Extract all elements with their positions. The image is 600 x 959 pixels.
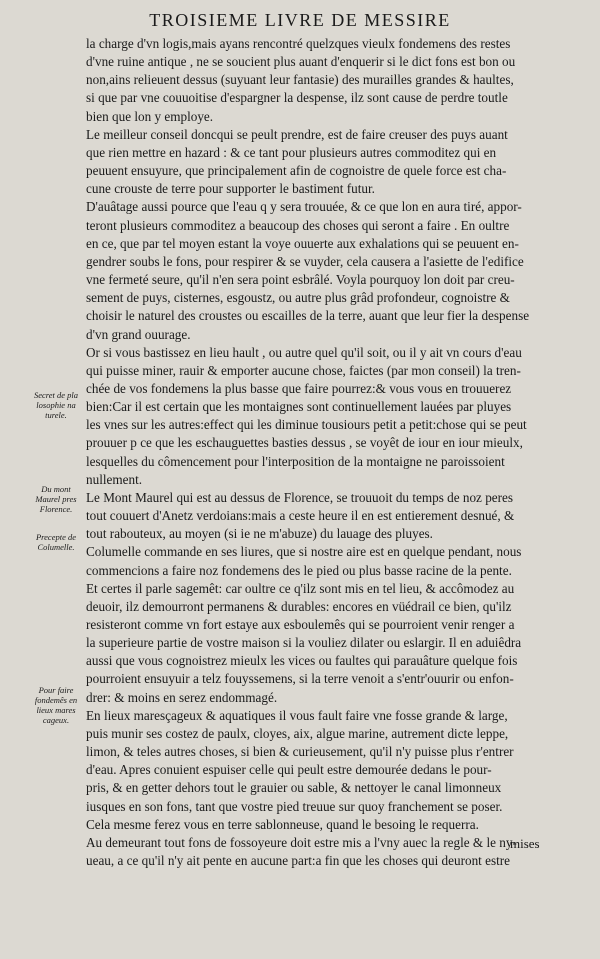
text-line: d'vn grand ouurage. (86, 326, 191, 342)
text-line: En lieux maresçageux & aquatiques il vous fault faire vne fosse grande & large, (86, 707, 508, 723)
text-line: D'auâtage aussi pource que l'eau q y sera trouuée, & ce que lon en aura tiré, appor- (86, 199, 522, 215)
text-line: drer: & moins en serez endommagé. (86, 689, 278, 705)
paragraph (86, 198, 548, 343)
text-line: la superieure partie de vostre maison si la vouliez dilater ou eslargir. Il en aduiêdra (86, 635, 522, 651)
margin-note-columelle: Precepte de Columelle. (35, 532, 77, 552)
margin-note-mont-maurel: Du mont Maurel pres Florence. (35, 484, 77, 514)
text-line: nullement. (86, 471, 143, 487)
text-line: puis munir ses costez de paulx, cloyes, aix, algue marine, autrement dicte leppe, (86, 725, 509, 741)
paragraph (86, 834, 548, 870)
text-line: d'eau. Apres conuient espuiser celle qui peult estre demourée dedans le pour- (86, 762, 492, 778)
text-line: la charge d'vn logis,mais ayans rencontré quelzques vieulx fondemens des restes (86, 36, 511, 51)
text-line: iusques en son fons, tant que vostre pied treuue sur quoy franchement se poser. (86, 798, 503, 814)
text-line: commencions a faire noz fondemens des le pied ou plus basse racine de la pente. (86, 562, 512, 578)
text-line: deuoir, ilz demourront permanens & durables: encores en vüédrail ce bien, qu'ilz (86, 598, 512, 614)
text-line: peuuent ensuyure, que principalement afin de cognoistre de quele force est cha- (86, 163, 507, 179)
text-line: sement de puys, cisternes, esgoustz, ou autre plus grâd profondeur, cognoistre & (86, 290, 510, 306)
paragraph (86, 707, 548, 834)
text-line: pourroient ensuyuir a telz fouyssemens, si la terre venoit a s'entr'ouurir ou enfon- (86, 671, 514, 687)
text-line: tout rabouteux, au moyen (si ie ne m'abuze) du lauage des pluyes. (86, 526, 433, 542)
text-line: d'vne ruine antique , ne se soucient plus auant d'enquerir si le dict fons est bon ou (86, 54, 516, 70)
text-line: Le Mont Maurel qui est au dessus de Florence, se trouuoit du temps de noz peres (86, 489, 514, 505)
text-line: les vnes sur les autres:effect qui les diminue tousiours petit a petit:chose qui se peut (86, 417, 527, 433)
text-line: gendrer soubs le fons, pour respirer & se vuyder, cela causera a l'asiette de l'edifice (86, 253, 524, 269)
margin-note-secret: Secret de pla losophie na turele. (33, 390, 79, 420)
text-line: lesquelles du cômencement pour l'interposition de la montaigne ne paroissoient (86, 453, 505, 469)
text-line: Or si vous bastissez en lieu hault , ou autre quel qu'il soit, ou il y ait vn cours d'eau (86, 344, 522, 360)
text-line: tout couuert d'Anetz verdoians:mais a ceste heure il en est entierement desnué, & (86, 508, 515, 524)
text-line: Au demeurant tout fons de fossoyeure doit estre mis a l'vny auec la regle & le ny- (86, 834, 517, 850)
text-line: choisir le naturel des croustes ou escailles de la terre, auant que leur fier la despense (86, 308, 530, 324)
paragraph (86, 543, 548, 706)
text-line: aussi que vous cognoistrez mieulx les vices ou faultes qui parauâture quelque fois (86, 653, 518, 669)
main-text (86, 35, 548, 870)
text-line: teront plusieurs commoditez a beaucoup des choses qui seront a faire . En oultre (86, 217, 510, 233)
text-line: prouuer p ce que les eschauguettes basties dessus , se voyêt de iour en iour mieulx, (86, 435, 523, 451)
text-line: si que par vne couuoitise d'espargner la despense, ilz sont cause de perdre toutle (86, 90, 508, 106)
paragraph (86, 489, 548, 543)
text-line: Cela mesme ferez vous en terre sablonneuse, quand le besoing le requerra. (86, 816, 479, 832)
running-header: TROISIEME LIVRE DE MESSIRE (149, 10, 451, 30)
text-line: Columelle commande en ses liures, que si nostre aire est en quelque pendant, nous (86, 544, 522, 560)
paragraph (86, 35, 548, 126)
text-line: non,ains relieuent dessus (suyuant leur fantasie) des murailles grandes & haultes, (86, 72, 514, 88)
text-line: Et certes il parle sagemêt: car oultre ce q'ilz sont mis en tel lieu, & accômodez au (86, 580, 515, 596)
margin-note-lieux-marescageux: Pour faire fondemês en lieux mares cageux. (34, 685, 78, 725)
text-line: bien que lon y employe. (86, 108, 214, 124)
catchword: mises (510, 836, 540, 851)
text-line: que rien mettre en hazard : & ce tant pour plusieurs autres commoditez qui en (86, 144, 497, 160)
text-line: ueau, a ce qu'il n'y ait pente en aucune part:a fin que les choses qui deuront estre (86, 853, 511, 869)
text-line: pris, & en getter dehors tout le grauier ou sable, & nettoyer le canal limonneux (86, 780, 502, 796)
paragraph (86, 126, 548, 199)
text-line: cune crouste de terre pour supporter le bastiment futur. (86, 181, 375, 197)
text-line: Le meilleur conseil doncqui se peult prendre, est de faire creuser des puys auant (86, 126, 508, 142)
text-line: vne fermeté seure, qu'il n'en sera point esbrâlé. Voyla pourquoy lon doit par creu- (86, 272, 515, 288)
text-line: en ce, que par tel moyen estant la voye ouuerte aux exhalations qui se peuuent en- (86, 235, 519, 251)
text-line: chée de vos fondemens la plus basse que faire pourrez:& vous vous en trouuerez (86, 380, 512, 396)
text-line: qui puisse miner, rauir & emporter aucune chose, faictes (par mon conseil) la tren- (86, 362, 521, 378)
text-line: bien:Car il est certain que les montaignes sont continuellement lauées par pluyes (86, 399, 512, 415)
text-line: resisteront comme vn fort estaye aux esboulemês qui se pourroient venir renger a (86, 617, 515, 632)
text-line: limon, & teles autres choses, si bien & curieusement, qu'il n'y puisse plus r'entrer (86, 744, 514, 760)
paragraph (86, 344, 548, 489)
